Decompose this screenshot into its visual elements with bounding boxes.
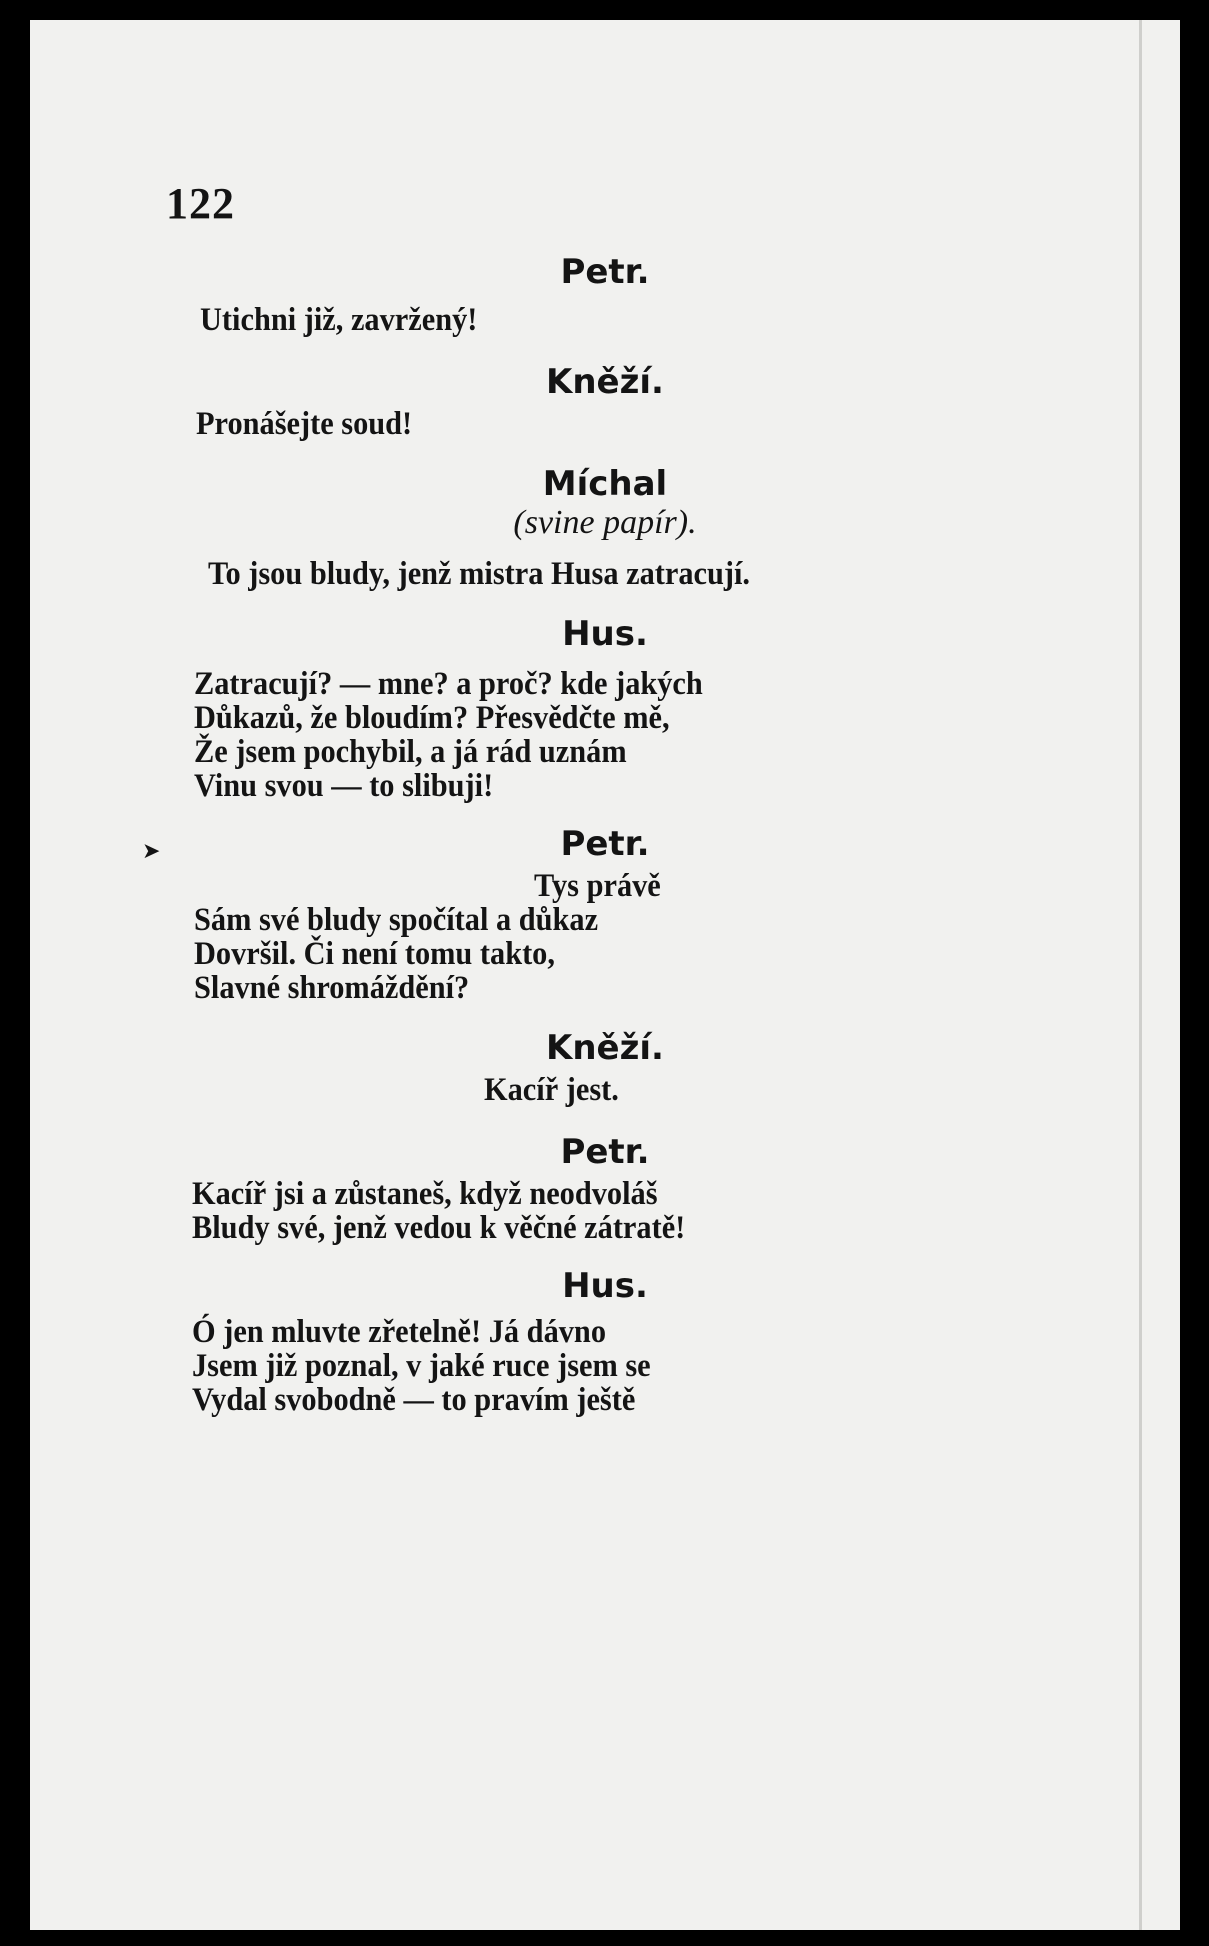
page-edge xyxy=(1139,20,1142,1930)
verse-line: Bludy své, jenž vedou k věčné zátratě! xyxy=(192,1210,686,1246)
verse-line: Vinu svou — to slibuji! xyxy=(194,768,494,804)
margin-arrow-icon: ➤ xyxy=(142,838,161,863)
verse-line: Sám své bludy spočítal a důkaz xyxy=(194,902,599,938)
verse-line: Kacíř jsi a zůstaneš, když neodvoláš xyxy=(192,1176,658,1212)
verse-line: Pronášejte soud! xyxy=(196,406,413,442)
verse-line: Zatracují? — mne? a proč? kde jakých xyxy=(194,666,703,702)
page-number: 122 xyxy=(166,179,235,228)
verse-line: Slavné shromáždění? xyxy=(194,970,470,1006)
verse-line: Dovršil. Či není tomu takto, xyxy=(194,936,555,972)
speaker-name: Hus. xyxy=(562,1266,648,1306)
speaker-name: Petr. xyxy=(560,252,650,292)
verse-line: Kacíř jest. xyxy=(484,1072,619,1108)
speaker-name: Míchal xyxy=(542,464,668,504)
verse-line: Utichni již, zavržený! xyxy=(200,302,478,338)
speaker-name: Hus. xyxy=(562,614,648,654)
speaker-name: Petr. xyxy=(560,1132,650,1172)
speaker-name: Kněží. xyxy=(546,362,664,402)
speaker-name: Kněží. xyxy=(546,1028,664,1068)
verse-line: Že jsem pochybil, a já rád uznám xyxy=(194,734,627,770)
verse-line: Jsem již poznal, v jaké ruce jsem se xyxy=(192,1348,651,1384)
speaker-name: Petr. xyxy=(560,824,650,864)
verse-line: Vydal svobodně — to pravím ještě xyxy=(192,1382,636,1418)
stage-direction: (svine papír). xyxy=(513,504,697,541)
verse-line: To jsou bludy, jenž mistra Husa zatracují. xyxy=(208,556,751,592)
verse-line: Ó jen mluvte zřetelně! Já dávno xyxy=(192,1314,606,1350)
verse-line: Tys právě xyxy=(534,868,661,904)
book-page xyxy=(30,20,1180,1930)
verse-line: Důkazů, že bloudím? Přesvědčte mě, xyxy=(194,700,670,736)
